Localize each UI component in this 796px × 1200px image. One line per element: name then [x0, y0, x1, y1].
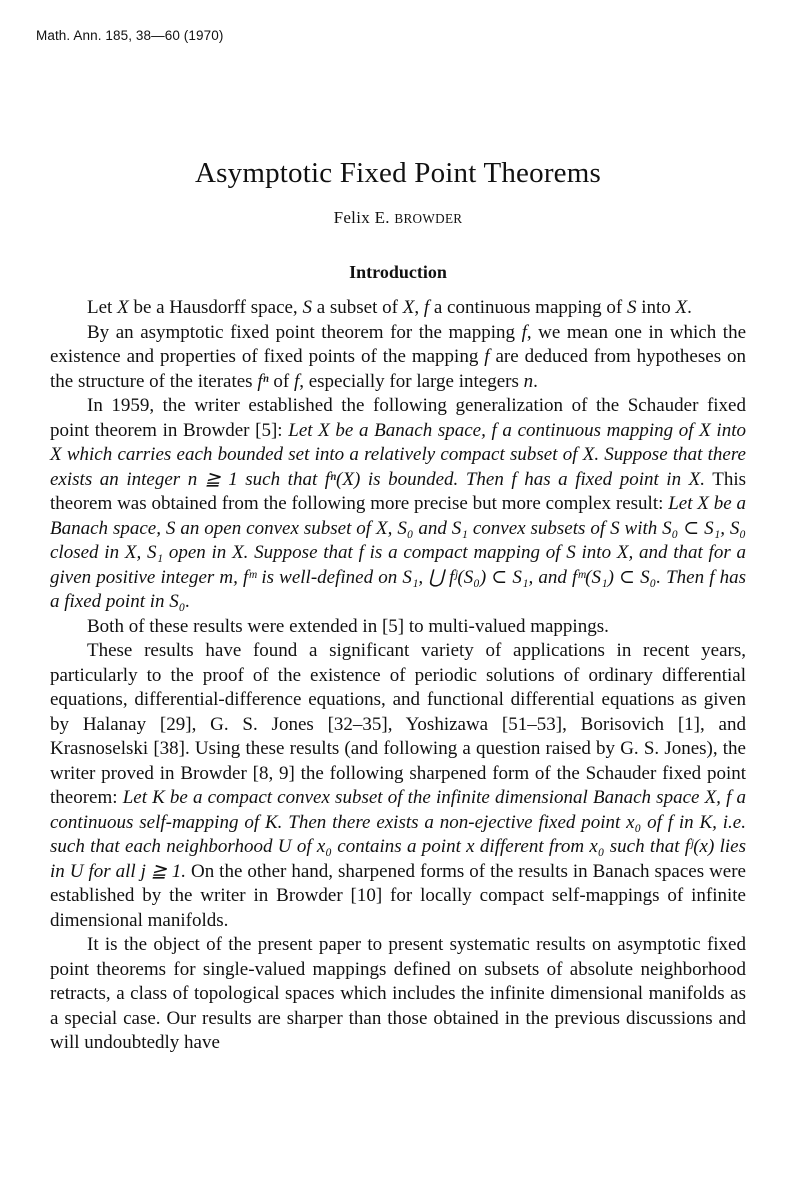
text-run: of [268, 370, 294, 392]
text-run: These results have found a significant variety of applications in recent years, particularly to the proof of the existence of periodic solutions of ordinary differential equations, differential-difference equations, and functional differential equations as given by Halanay [29], G. S. Jones [32–35], Yoshizawa [51–53], Borisovich [1], and Krasnoselski [38]. Using these results (and following a question raised by G. S. Jones), the writer proved in Browder [8, 9] the following sharpened form of the Schauder fixed point theorem: [50, 640, 746, 808]
text-run: In 1959, the writer established the following generalization of the Schauder fixed point theorem in Browder [5]: [50, 395, 746, 441]
body-text [50, 296, 746, 1056]
paper-title: Asymptotic Fixed Point Theorems [194, 157, 601, 189]
math-run: n [523, 370, 534, 392]
math-run: f [484, 346, 490, 367]
paragraph-4 [50, 615, 746, 640]
text-run: , we mean one in which the existence and properties of fixed points of the mapping [50, 321, 747, 367]
math-run: f [521, 321, 527, 343]
text-run: This theorem was obtained from the following more precise but more complex result: [50, 468, 746, 514]
text-run: By an asymptotic fixed point theorem for the mapping [87, 321, 522, 343]
text-run: a subset of [311, 297, 403, 318]
math-run: S [302, 297, 312, 318]
text-run: Let [87, 297, 118, 318]
math-run: S [626, 297, 637, 318]
text-run: Both of these results were extended in [5] to multi-valued mappings. [87, 615, 609, 637]
journal-reference: Math. Ann. 185, 38—60 (1970) [36, 28, 224, 43]
text-run: . [533, 370, 538, 392]
math-run: X [402, 297, 415, 318]
paragraph-6 [50, 933, 746, 1056]
theorem-statement: Let X be a Banach space, S an open convex subset of X, S₀ and S₁ convex subsets of S with S₀ ⊂ S₁, S₀ closed in X, S₁ open in X. Suppose that f is a compact mapping of S into X, and that for a given positive integer m, fᵐ is well-defined on S₁, ⋃ fʲ(S₀) ⊂ S₁, and fᵐ(S₁) ⊂ S₀. Then f has a fixed point in S₀. [50, 493, 746, 612]
theorem-statement: Let K be a compact convex subset of the infinite dimensional Banach space X, f a continuous self-mapping of K. Then there exists a non-ejective fixed point x₀ of f in K, i.e. such that each neighborhood U of x₀ contains a point x different from x₀ such that fʲ(x) lies in U for all j ≧ 1. [50, 787, 747, 882]
text-run: be a Hausdorff space, [128, 297, 303, 318]
text-run: a continuous mapping of [429, 297, 627, 318]
math-run: f [293, 370, 300, 392]
author-name [0, 208, 796, 228]
paragraph-1 [50, 296, 746, 321]
paragraph-2 [50, 321, 746, 395]
math-run: fⁿ [257, 370, 269, 392]
section-heading: Introduction [349, 262, 447, 282]
math-run: X [675, 297, 688, 318]
math-run: f [423, 297, 430, 318]
author-last: BROWDER [394, 211, 463, 226]
math-run: X [117, 297, 129, 318]
text-run: are deduced from hypotheses on the structure of the iterates [50, 346, 747, 392]
text-run: into [636, 297, 676, 318]
paragraph-3 [50, 394, 746, 615]
text-run: , [414, 297, 424, 318]
theorem-statement: Let X be a Banach space, f a continuous mapping of X into X which carries each bounded set into a relatively compact subset of X. Suppose that there exists an integer n ≧ 1 such that fⁿ(X) is bounded. Then f has a fixed point in X. [50, 419, 746, 490]
author-first: Felix E. [333, 208, 395, 227]
text-run: On the other hand, sharpened forms of the results in Banach spaces were established by the writer in Browder [10] for locally compact self-mappings of infinite dimensional manifolds. [50, 860, 746, 931]
text-run: . [687, 297, 692, 318]
paragraph-5 [50, 639, 746, 933]
text-run: , especially for large integers [299, 370, 524, 392]
text-run: It is the object of the present paper to present systematic results on asymptotic fixed point theorems for single-valued mappings defined on subsets of absolute neighborhood retracts, a class of topological spaces which includes the infinite dimensional manifolds as a special case. Our results are sharper than those obtained in the previous discussions and will undoubtedly have [50, 934, 746, 1053]
